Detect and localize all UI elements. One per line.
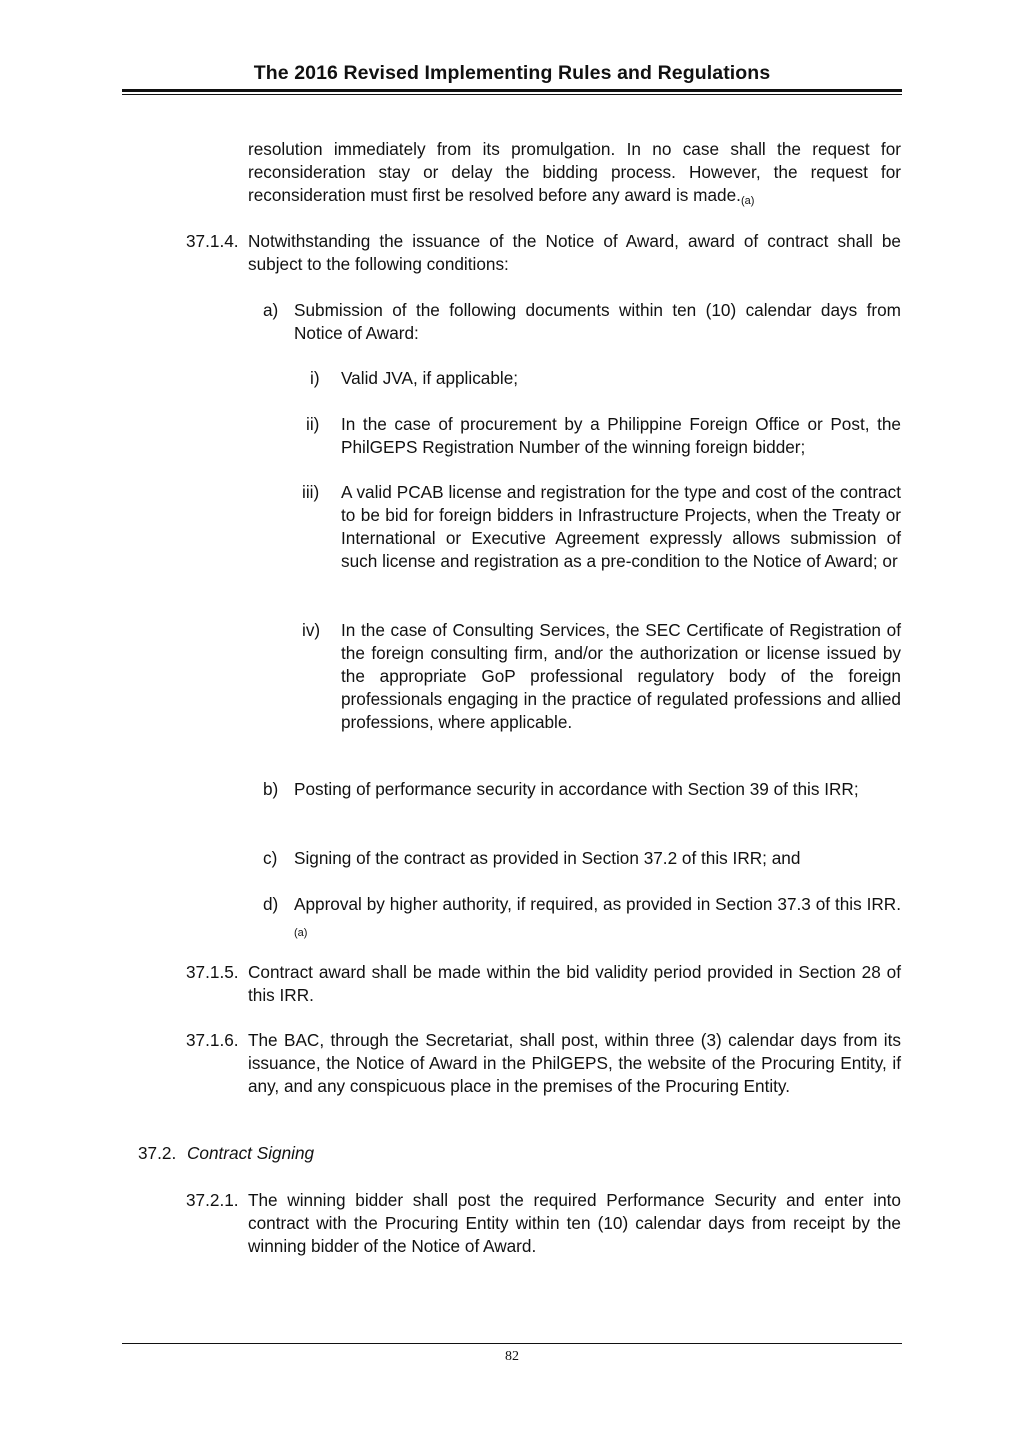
sublist-item-text: In the case of Consulting Services, the SEC Certificate of Registration of the foreign consulting firm, and/or the authorization or license issued by the appropriate GoP professional regulatory body of the foreign professionals engaging in the practice of regulated professions and allied professions, where applicable. bbox=[341, 620, 901, 732]
section-text: Contract award shall be made within the bid validity period provided in Section 28 of this IRR. bbox=[248, 962, 901, 1005]
list-label: b) bbox=[263, 779, 279, 799]
list-item-text: Submission of the following documents within ten (10) calendar days from Notice of Award: bbox=[294, 300, 901, 343]
sublist-label: ii) bbox=[306, 414, 320, 434]
footer-rule bbox=[122, 1343, 902, 1344]
page-number: 82 bbox=[505, 1349, 519, 1364]
intro-paragraph bbox=[248, 138, 901, 207]
sublist-item-text: Valid JVA, if applicable; bbox=[341, 368, 519, 388]
page-title: The 2016 Revised Implementing Rules and Regulations bbox=[253, 62, 771, 84]
list-item-text bbox=[294, 893, 901, 939]
sublist-item-text: In the case of procurement by a Philippine Foreign Office or Post, the PhilGEPS Registration Number of the winning foreign bidder; bbox=[341, 414, 901, 457]
list-item-text: Signing of the contract as provided in Section 37.2 of this IRR; and bbox=[294, 848, 801, 868]
section-text: Notwithstanding the issuance of the Notice of Award, award of contract shall be subject to the following conditions: bbox=[248, 231, 901, 274]
section-number: 37.2.1. bbox=[186, 1190, 239, 1210]
header-rule-thin bbox=[122, 94, 902, 95]
section-text: The winning bidder shall post the required Performance Security and enter into contract with the Procuring Entity within ten (10) calendar days from receipt by the winning bidder of the Notice of Award. bbox=[248, 1190, 901, 1256]
section-number: 37.1.5. bbox=[186, 962, 239, 982]
subsection-title: Contract Signing bbox=[187, 1143, 315, 1163]
sublist-label: iii) bbox=[302, 482, 320, 502]
intro-text: resolution immediately from its promulgation. In no case shall the request for reconsideration stay or delay the bidding process. However, the request for reconsideration must first be resolved before any award is made. bbox=[248, 139, 901, 205]
list-label: a) bbox=[263, 300, 279, 320]
sublist-label: iv) bbox=[302, 620, 321, 640]
sublist-item-text: A valid PCAB license and registration for the type and cost of the contract to be bid for foreign bidders in Infrastructure Projects, when the Treaty or International or Executive Agreement expressly allows submission of such license and registration as a pre-condition to the Notice of Award; or bbox=[341, 482, 901, 571]
amendment-mark: (a) bbox=[294, 927, 308, 939]
section-text: The BAC, through the Secretariat, shall post, within three (3) calendar days from its issuance, the Notice of Award in the PhilGEPS, the website of the Procuring Entity, if any, and any conspicuous place in the premises of the Procuring Entity. bbox=[248, 1030, 901, 1096]
list-label: d) bbox=[263, 894, 279, 914]
sublist-label: i) bbox=[310, 368, 320, 388]
header-rule-thick bbox=[122, 89, 902, 92]
section-number: 37.1.6. bbox=[186, 1030, 239, 1050]
amendment-mark: (a) bbox=[740, 195, 755, 207]
list-item-text: Posting of performance security in accordance with Section 39 of this IRR; bbox=[294, 779, 859, 799]
section-number: 37.1.4. bbox=[186, 231, 239, 251]
list-item-body: Approval by higher authority, if required, as provided in Section 37.3 of this IRR. bbox=[294, 894, 901, 914]
subsection-number: 37.2. bbox=[138, 1143, 177, 1163]
list-label: c) bbox=[263, 848, 278, 868]
